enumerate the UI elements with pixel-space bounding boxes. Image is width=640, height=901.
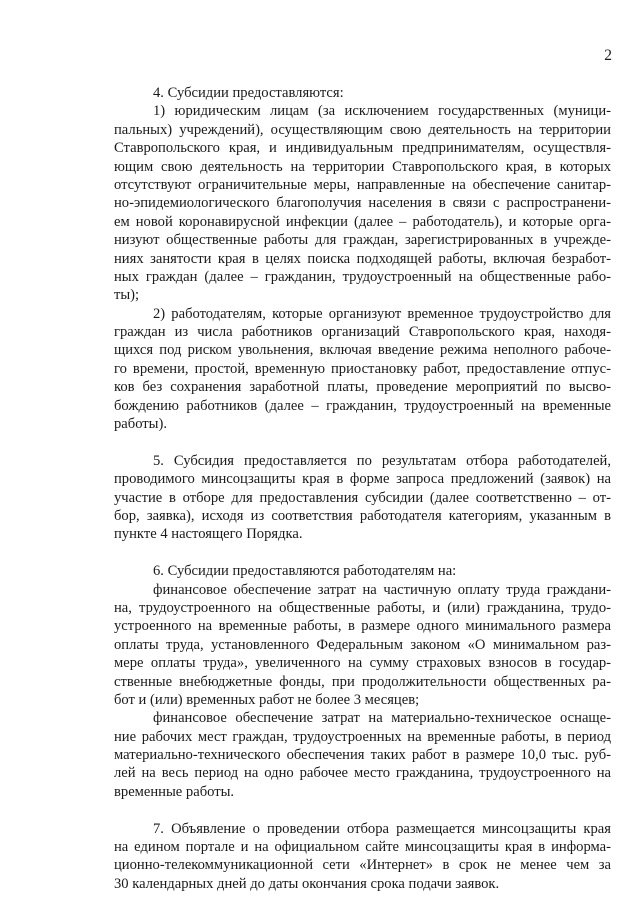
- text-line: мере оплаты труда», увеличенного на сумму страховых взносов в государ-: [114, 655, 611, 672]
- text-line: ты);: [114, 287, 140, 304]
- text-line: 2) работодателям, которые организуют временное трудоустройство для: [153, 305, 611, 322]
- section-gap: [114, 433, 611, 451]
- text-line: го времени, простой, временную приостановку работ, предоставление отпус-: [114, 360, 611, 377]
- document-body: [114, 84, 611, 893]
- text-line: проводимого минсоцзащиты края в форме запроса предложений (заявок) на: [114, 471, 611, 488]
- text-line: 7. Объявление о проведении отбора размещается минсоцзащиты края: [153, 820, 611, 837]
- page-number: 2: [604, 47, 612, 64]
- text-line: ственные внебюджетные фонды, при продолжительности общественных ра-: [114, 673, 611, 690]
- text-line: 4. Субсидии предоставляются:: [153, 85, 344, 101]
- text-line: пункте 4 настоящего Порядка.: [114, 526, 303, 543]
- text-line: участие в отборе для предоставления субсидии (далее соответственно – от-: [114, 489, 611, 506]
- text-line: на, трудоустроенного на общественные работы, и (или) гражданина, трудо-: [114, 599, 611, 616]
- text-line: финансовое обеспечение затрат на материально-техническое оснаще-: [153, 710, 611, 727]
- text-line: финансовое обеспечение затрат на частичную оплату труда граждани-: [153, 581, 611, 598]
- text-line: оплаты труда, установленного Федеральным законом «О минимальном раз-: [114, 636, 611, 653]
- section-gap: [114, 544, 611, 562]
- text-line: низуют общественные работы для граждан, зарегистрированных в учрежде-: [114, 232, 611, 249]
- text-line: но-эпидемиологического благополучия населения в связи с распространени-: [114, 195, 611, 212]
- text-line: бот и (или) временных работ не более 3 месяцев;: [114, 691, 420, 708]
- text-line: отсутствуют ограничительные меры, направленные на обеспечение санитар-: [114, 176, 611, 193]
- section-7: [114, 820, 611, 894]
- text-line: устроенного на временные работы, в размере одного минимального размера: [114, 618, 611, 635]
- text-line: ние рабочих мест граждан, трудоустроенных на временные работы, в период: [114, 728, 611, 745]
- text-line: ционно-телекоммуникационной сети «Интернет» в срок не менее чем за: [114, 857, 611, 874]
- text-line: ем новой коронавирусной инфекции (далее – работодатель), и которые орга-: [114, 213, 611, 230]
- section-gap: [114, 801, 611, 819]
- text-line: пальных) учреждений), осуществляющим свою деятельность на территории: [114, 121, 611, 138]
- text-line: 1) юридическим лицам (за исключением государственных (муници-: [153, 103, 611, 120]
- text-line: 5. Субсидия предоставляется по результатам отбора работодателей,: [153, 452, 611, 469]
- text-line: ющим свою деятельность на территории Ставропольского края, в которых: [114, 158, 611, 175]
- text-line: 30 календарных дней до даты окончания срока подачи заявок.: [114, 875, 500, 892]
- text-line: граждан из числа работников организаций Ставропольского края, находя-: [114, 324, 611, 341]
- section-4: [114, 84, 611, 433]
- text-line: временные работы.: [114, 783, 235, 800]
- text-line: бор, заявка), исходя из соответствия работодателя категориям, указанным в: [114, 507, 611, 524]
- text-line: ниях занятости края в целях поиска подходящей работы, включая безработ-: [114, 250, 611, 267]
- text-line: работы).: [114, 416, 167, 433]
- text-line: бождению работников (далее – гражданин, трудоустроенный на временные: [114, 397, 611, 414]
- text-line: 6. Субсидии предоставляются работодателям на:: [153, 563, 457, 580]
- text-line: на едином портале и на официальном сайте минсоцзащиты края в информа-: [114, 839, 611, 856]
- section-5: [114, 452, 611, 544]
- text-line: щихся под риском увольнения, включая введение режима неполного рабоче-: [114, 342, 611, 359]
- text-line: ков без сохранения заработной платы, проведение мероприятий по высво-: [114, 379, 611, 396]
- text-line: Ставропольского края, и индивидуальным предпринимателям, осуществля-: [114, 140, 611, 157]
- text-line: материально-технического обеспечения таких работ в размере 10,0 тыс. руб-: [114, 747, 611, 764]
- section-6: [114, 562, 611, 801]
- text-line: ных граждан (далее – гражданин, трудоустроенный на общественные рабо-: [114, 268, 611, 285]
- text-line: лей на весь период на одно рабочее место гражданина, трудоустроенного на: [114, 765, 611, 782]
